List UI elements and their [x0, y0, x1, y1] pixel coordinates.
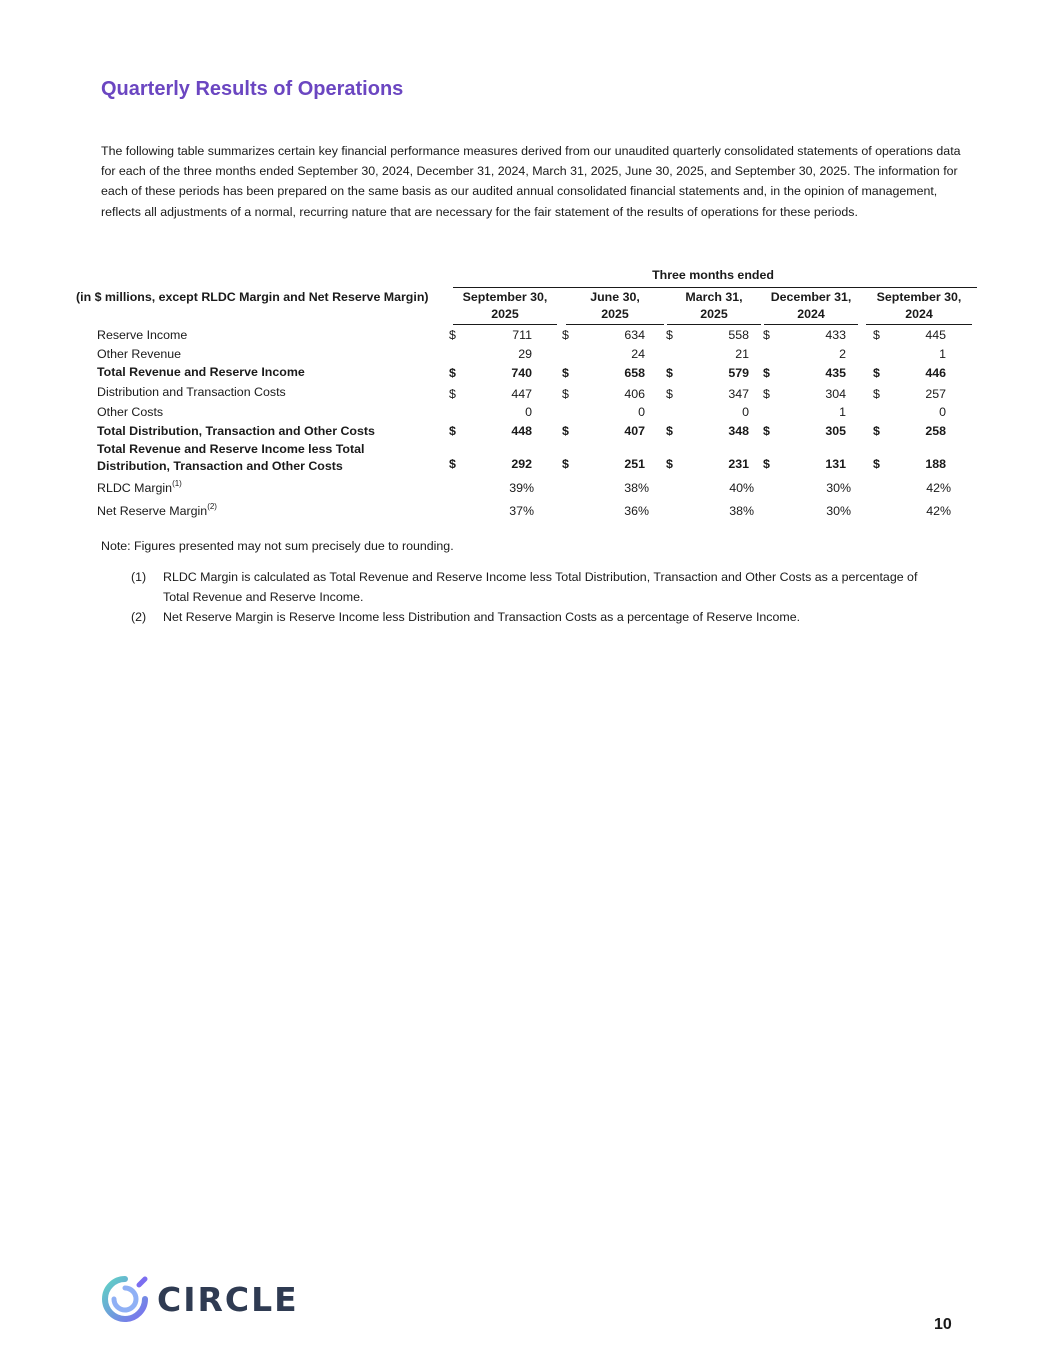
financial-table	[0, 0, 1055, 540]
dollar-sign: $	[449, 457, 456, 471]
value-cell: 0	[939, 405, 946, 419]
dollar-sign: $	[562, 424, 569, 438]
row-label: Reserve Income	[97, 328, 188, 342]
dollar-sign: $	[449, 366, 456, 380]
column-header-line2: 2025	[601, 307, 629, 321]
value-cell: 38%	[624, 481, 649, 495]
dollar-sign: $	[562, 366, 569, 380]
value-cell: 30%	[826, 504, 851, 518]
value-cell: 131	[825, 457, 846, 471]
logo-wordmark: CIRCLE	[157, 1279, 299, 1319]
dollar-sign: $	[666, 387, 673, 401]
dollar-sign: $	[873, 457, 880, 471]
value-cell: 435	[825, 366, 846, 380]
value-cell: 347	[728, 387, 749, 401]
value-cell: 42%	[926, 504, 951, 518]
intro-paragraph: The following table summarizes certain key financial performance measures derived from our unaudited quarterly consolidated statements of operations data for each of the three months ended September 30, 2024, December 31, 2024, March 31, 2025, June 30, 2025, and September 30, 2025. The information for each of these periods has been prepared on the same basis as our audited annual consolidated financial statements and, in the opinion of management, reflects all adjustments of a normal, recurring nature that are necessary for the fair statement of the results of operations for these periods.	[101, 144, 961, 219]
value-cell: 39%	[509, 481, 534, 495]
column-header-rule	[764, 324, 858, 325]
span-header-rule	[453, 287, 977, 288]
footnote-mark: (2)	[131, 610, 147, 624]
column-header-line1: September 30,	[462, 290, 548, 304]
value-cell: 292	[511, 457, 532, 471]
value-cell: 188	[925, 457, 946, 471]
dollar-sign: $	[873, 328, 880, 342]
value-cell: 0	[742, 405, 749, 419]
value-cell: 348	[728, 424, 749, 438]
value-cell: 2	[839, 347, 846, 361]
value-cell: 251	[624, 457, 645, 471]
column-header-line2: 2024	[797, 307, 825, 321]
row-label: Other Costs	[97, 405, 164, 419]
value-cell: 446	[925, 366, 946, 380]
dollar-sign: $	[449, 328, 456, 342]
value-cell: 406	[624, 387, 645, 401]
column-header-line1: June 30,	[590, 290, 640, 304]
value-cell: 305	[825, 424, 846, 438]
rounding-note: Note: Figures presented may not sum precisely due to rounding.	[101, 539, 454, 553]
dollar-sign: $	[873, 424, 880, 438]
value-cell: 445	[925, 328, 946, 342]
page-number: 10	[934, 1316, 952, 1333]
circle-logo-icon	[101, 1275, 149, 1323]
value-cell: 558	[728, 328, 749, 342]
dollar-sign: $	[763, 424, 770, 438]
value-cell: 304	[825, 387, 846, 401]
footnote-ref: (2)	[207, 502, 217, 511]
dollar-sign: $	[666, 457, 673, 471]
column-header-line1: March 31,	[685, 290, 743, 304]
dollar-sign: $	[763, 328, 770, 342]
row-label-line2: Distribution, Transaction and Other Costs	[97, 459, 343, 473]
dollar-sign: $	[666, 366, 673, 380]
row-label	[97, 503, 217, 519]
column-header-line1: September 30,	[876, 290, 962, 304]
value-cell: 231	[728, 457, 749, 471]
dollar-sign: $	[873, 366, 880, 380]
span-header: Three months ended	[652, 268, 774, 282]
dollar-sign: $	[562, 457, 569, 471]
value-cell: 740	[511, 366, 532, 380]
footnote-mark: (1)	[131, 570, 147, 584]
dollar-sign: $	[449, 424, 456, 438]
value-cell: 0	[525, 405, 532, 419]
value-cell: 448	[511, 424, 532, 438]
circle-logo	[101, 1275, 299, 1323]
value-cell: 38%	[729, 504, 754, 518]
column-header-rule	[667, 324, 761, 325]
dollar-sign: $	[763, 366, 770, 380]
footnote-ref: (1)	[172, 479, 182, 488]
value-cell: 1	[839, 405, 846, 419]
footnote-text: RLDC Margin is calculated as Total Revenue and Reserve Income less Total Distribution, Transaction and Other Costs as a percentage of Total Revenue and Reserve Income.	[163, 570, 918, 604]
dollar-sign: $	[763, 457, 770, 471]
footnote-text: Net Reserve Margin is Reserve Income less Distribution and Transaction Costs as a percentage of Reserve Income.	[163, 610, 801, 624]
value-cell: 37%	[509, 504, 534, 518]
value-cell: 711	[512, 328, 532, 342]
value-cell: 407	[624, 424, 645, 438]
value-cell: 634	[624, 328, 645, 342]
value-cell: 40%	[729, 481, 754, 495]
dollar-sign: $	[449, 387, 456, 401]
row-header: (in $ millions, except RLDC Margin and Net Reserve Margin)	[76, 290, 429, 304]
value-cell: 36%	[624, 504, 649, 518]
dollar-sign: $	[666, 328, 673, 342]
column-header-line1: December 31,	[770, 290, 852, 304]
column-header-line2: 2025	[491, 307, 519, 321]
dollar-sign: $	[873, 387, 880, 401]
row-label: Total Distribution, Transaction and Other Costs	[97, 424, 375, 438]
row-label	[97, 480, 182, 496]
value-cell: 257	[925, 387, 946, 401]
row-label: Total Revenue and Reserve Income	[97, 365, 305, 379]
dollar-sign: $	[562, 387, 569, 401]
value-cell: 42%	[926, 481, 951, 495]
page-title: Quarterly Results of Operations	[101, 78, 404, 100]
value-cell: 258	[925, 424, 946, 438]
row-label: Distribution and Transaction Costs	[97, 385, 286, 399]
dollar-sign: $	[666, 424, 673, 438]
value-cell: 29	[518, 347, 532, 361]
row-label-text: RLDC Margin	[97, 481, 173, 495]
value-cell: 433	[825, 328, 846, 342]
column-header-rule	[566, 324, 664, 325]
value-cell: 447	[511, 387, 532, 401]
value-cell: 0	[638, 405, 645, 419]
row-label-line1: Total Revenue and Reserve Income less Total	[97, 442, 365, 456]
dollar-sign: $	[763, 387, 770, 401]
column-header-rule	[453, 324, 557, 325]
row-label-text: Net Reserve Margin	[97, 504, 208, 518]
value-cell: 24	[631, 347, 645, 361]
value-cell: 579	[728, 366, 749, 380]
value-cell: 1	[939, 347, 946, 361]
column-header-rule	[866, 324, 972, 325]
value-cell: 21	[735, 347, 749, 361]
dollar-sign: $	[562, 328, 569, 342]
value-cell: 658	[624, 366, 645, 380]
value-cell: 30%	[826, 481, 851, 495]
row-label: Other Revenue	[97, 347, 182, 361]
column-header-line2: 2025	[700, 307, 728, 321]
column-header-line2: 2024	[905, 307, 933, 321]
